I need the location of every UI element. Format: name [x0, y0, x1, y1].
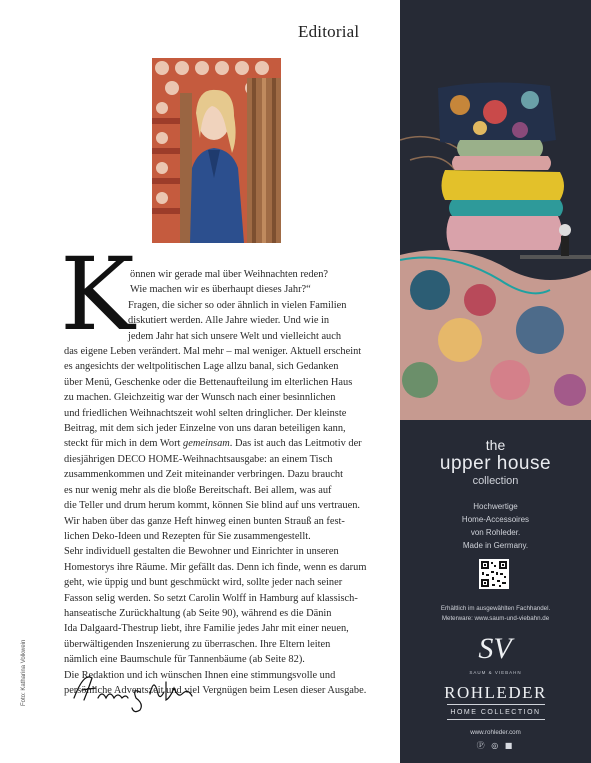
body-line: überwältigenden Inszenierung zu überraschen. Ihre Eltern leiten — [64, 638, 331, 650]
editorial-body — [64, 267, 366, 698]
instagram-icon[interactable]: ◎ — [491, 741, 501, 750]
body-line: es nur wenig mehr als die bloße Bereitschaft. Bei allem, was auf — [64, 484, 332, 496]
body-line: Wir haben über das ganze Heft hinweg einen bunten Strauß an fest- — [64, 515, 345, 527]
sv-monogram-logo — [474, 628, 516, 668]
ad-tagline — [400, 500, 591, 552]
availability-line: Erhältlich im ausgewählten Fachhandel. — [440, 605, 551, 612]
availability-line[interactable]: Meterware: www.saum-und-viebahn.de — [441, 615, 550, 622]
body-line: Die Redaktion und ich wünschen Ihnen eine stimmungsvolle und — [64, 669, 336, 681]
body-line: jedem Jahr hat sich unsere Welt und vielleicht auch — [128, 330, 342, 342]
logo-divider — [447, 704, 545, 705]
editor-signature — [70, 668, 210, 718]
body-line: hanseatische Zurückhaltung (ab Seite 90), während es die Dänin — [64, 607, 332, 619]
body-line: zusammenkommen und Zeit miteinander verbringen. Dazu braucht — [64, 469, 344, 481]
body-line: önnen wir gerade mal über Weihnachten reden? — [130, 269, 329, 280]
body-line: Fasson selig werden. So setzt Carolin Wolff in Hamburg auf klassisch- — [64, 592, 358, 604]
section-title: Editorial — [298, 22, 360, 41]
tagline-line: Home-Accessoires — [461, 515, 530, 524]
tagline-line: von Rohleder. — [470, 528, 521, 537]
body-line: lichen Deko-Ideen und Rezepten für Sie zusammengestellt. — [64, 530, 311, 542]
body-line: zu machen. Gleichzeitig war der Wunsch nach einer besinnlichen — [64, 392, 336, 404]
body-line: Homestorys ihre Räume. Mir gefällt das. Denn ich finde, wenn es darum — [64, 561, 367, 573]
sv-brand-name: SAUM & VIEBAHN — [469, 670, 522, 675]
cushion-photo — [400, 0, 591, 420]
rohleder-logo-text: ROHLEDER — [444, 683, 547, 702]
body-line: diskutiert werden. Alle Jahre wieder. Und wie in — [128, 315, 330, 327]
svg-text:SV: SV — [478, 632, 512, 665]
body-line: geht, wie üppig und bunt geschmückt wird, sollte jeder nach seiner — [64, 577, 343, 589]
tagline-line: Made in Germany. — [462, 541, 529, 550]
body-line: die Teller und drum herum kommt, können Sie blind auf uns vertrauen. — [64, 500, 361, 512]
body-line: Sehr individuell gestalten die Bewohner und Einrichter in unseren — [64, 546, 339, 558]
body-line: über Menü, Geschenke oder die Bettenaufteilung im elterlichen Haus — [64, 376, 353, 388]
body-line: das eigene Leben verändert. Mal mehr – mal weniger. Aktuell erscheint — [64, 346, 362, 358]
body-line: Beitrag, mit dem sich jeder Einzelne von uns daran beteiligen kann, — [64, 423, 346, 435]
body-line: Fragen, die sicher so oder ähnlich in vielen Familien — [128, 299, 347, 311]
body-line: Wie machen wir es überhaupt dieses Jahr?“ — [130, 284, 311, 296]
body-line: persönliche Adventszeit und viel Vergnügen beim Lesen dieser Ausgabe. — [64, 684, 367, 696]
pinterest-icon[interactable]: Ⓟ — [476, 741, 487, 750]
photo-credit: Foto: Katharina Volkwein — [21, 639, 27, 706]
website-link[interactable]: www.rohleder.com — [470, 729, 521, 736]
editor-portrait — [152, 58, 281, 243]
body-line: nämlich eine Baumschule für Tannenbäume (ab Seite 82). — [64, 654, 305, 666]
facebook-icon[interactable]: ■ — [504, 741, 515, 750]
brand-name: upper house — [439, 453, 552, 474]
availability-note — [400, 604, 591, 624]
emphasis: gemeinsam — [183, 438, 230, 450]
tagline-line: Hochwertige — [473, 502, 518, 511]
body-line: diesjährigen DECO HOME-Weihnachtsausgabe: an einem Tisch — [64, 453, 333, 465]
body-line: Ida Dalgaard-Thestrup liebt, ihre Familie jedes Jahr mit einer neuen, — [64, 623, 349, 635]
body-line: steckt für mich in dem Wort gemeinsam. Das ist auch das Leitmotiv der — [64, 438, 362, 450]
brand-the: the — [485, 437, 506, 453]
brand-collection: collection — [472, 475, 519, 487]
home-collection-text: HOME COLLECTION — [450, 709, 541, 716]
logo-divider — [447, 719, 545, 720]
drop-cap: K — [60, 236, 135, 353]
body-line: es angesichts der weltpolitischen Lage allzu banal, sich Gedanken — [64, 361, 339, 373]
social-icons — [400, 740, 591, 751]
body-line: und friedlichen Weihnachtszeit wohl selten dringlicher. Der kleinste — [64, 407, 347, 419]
qr-code-icon[interactable] — [479, 559, 509, 589]
